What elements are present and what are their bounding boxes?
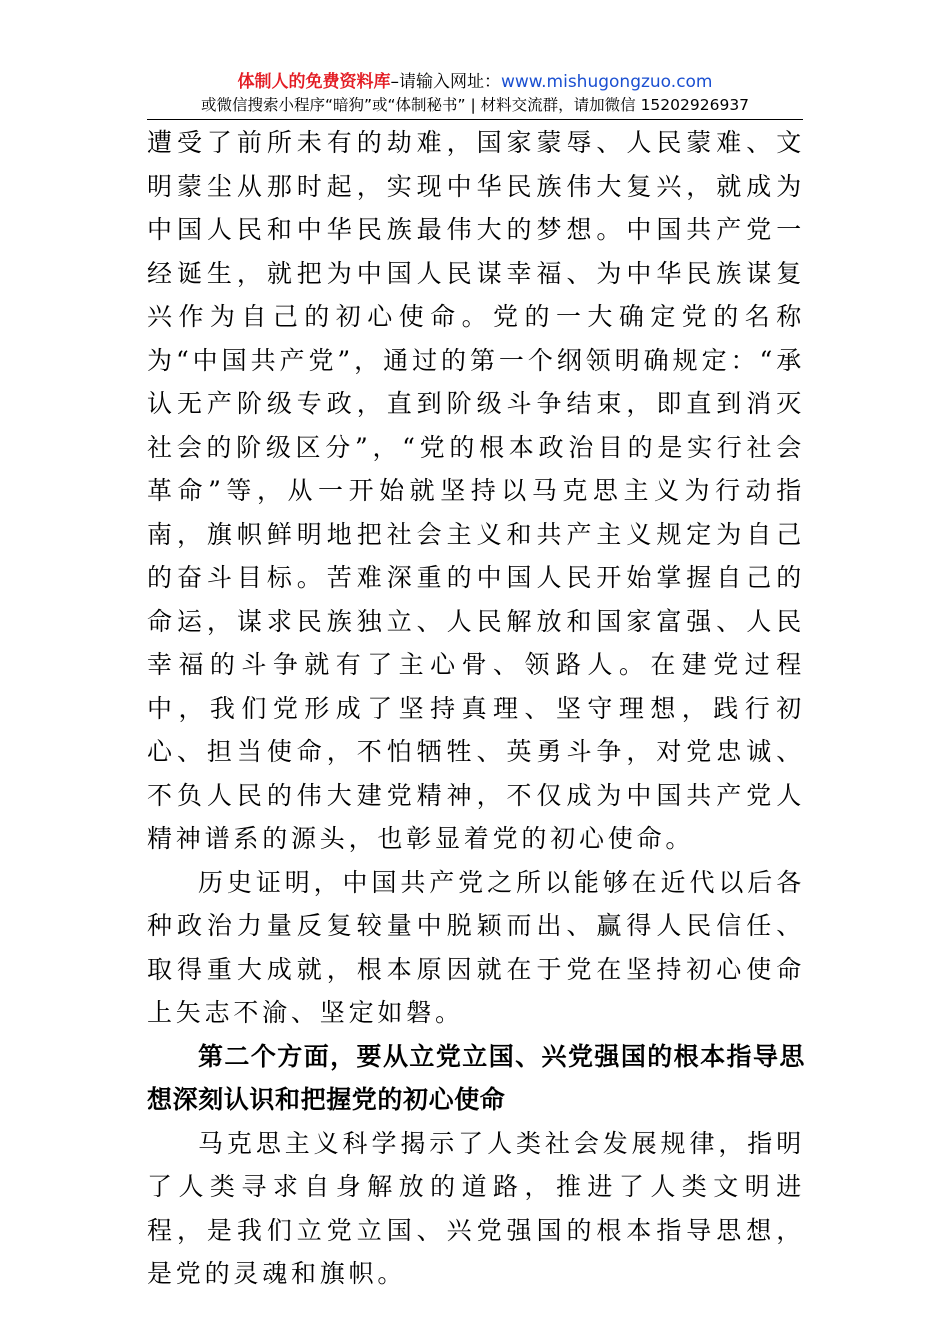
- document-body: [147, 121, 805, 1296]
- section-heading: 第二个方面，要从立党立国、兴党强国的根本指导思想深刻认识和把握党的初心使命: [147, 1041, 805, 1114]
- site-url-link[interactable]: www.mishugongzuo.com: [500, 72, 713, 92]
- paragraph-3: 马克思主义科学揭示了人类社会发展规律，指明了人类寻求自身解放的道路，推进了人类文明进程，是我们立党立国、兴党强国的根本指导思想，是党的灵魂和旗帜。: [147, 1128, 805, 1288]
- header-divider: [147, 119, 803, 120]
- site-name: 体制人的免费资料库: [237, 72, 391, 92]
- page-header: [147, 70, 803, 116]
- url-prompt: –请输入网址：: [390, 72, 501, 92]
- paragraph-1: 遭受了前所未有的劫难，国家蒙辱、人民蒙难、文明蒙尘从那时起，实现中华民族伟大复兴，就成为中国人民和中华民族最伟大的梦想。中国共产党一经诞生，就把为中国人民谋幸福、为中华民族谋复兴作为自己的初心使命。党的一大确定党的名称为“中国共产党”，通过的第一个纲领明确规定：“承认无产阶级专政，直到阶级斗争结束，即直到消灭社会的阶级区分”，“党的根本政治目的是实行社会革命”等，从一开始就坚持以马克思主义为行动指南，旗帜鲜明地把社会主义和共产主义规定为自己的奋斗目标。苦难深重的中国人民开始掌握自己的命运，谋求民族独立、人民解放和国家富强、人民幸福的斗争就有了主心骨、领路人。在建党过程中，我们党形成了坚持真理、坚守理想，践行初心、担当使命，不怕牺牲、英勇斗争，对党忠诚、不负人民的伟大建党精神，不仅成为中国共产党人精神谱系的源头，也彰显着党的初心使命。: [147, 128, 805, 853]
- header-title-line: [147, 70, 803, 94]
- header-contact-line: 或微信搜索小程序“暗狗”或“体制秘书” | 材料交流群，请加微信 15202926937: [200, 96, 750, 114]
- paragraph-2: 历史证明，中国共产党之所以能够在近代以后各种政治力量反复较量中脱颖而出、赢得人民信任、取得重大成就，根本原因就在于党在坚持初心使命上矢志不渝、坚定如磐。: [147, 867, 805, 1027]
